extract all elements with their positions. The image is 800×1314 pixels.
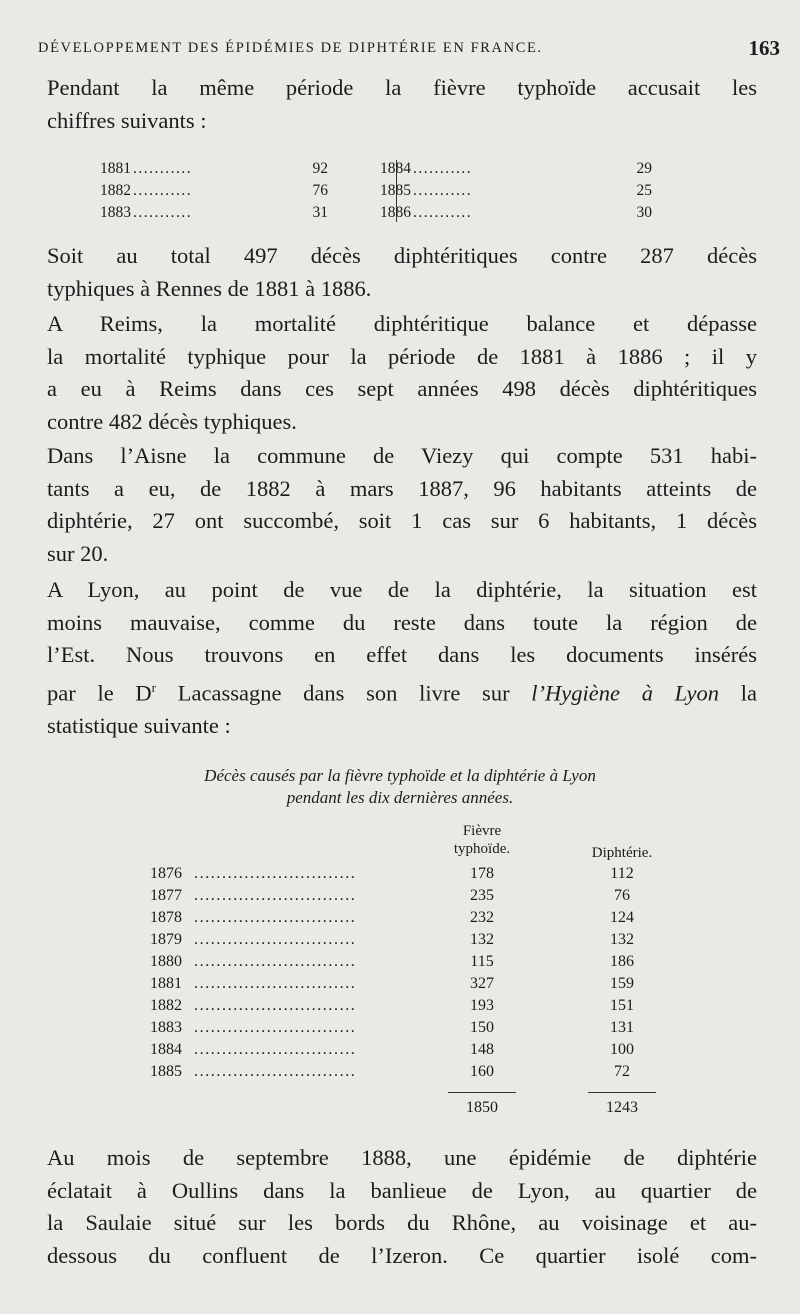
text-line: dessous du confluent de l’Izeron. Ce quartier isolé com- [47,1243,757,1269]
text-line: Pendant la même période la fièvre typhoïde accusait les [47,75,757,100]
text-line: Au mois de septembre 1888, une épidémie de diphtérie [47,1145,757,1170]
text-line: Dans l’Aisne la commune de Viezy qui compte 531 habi- [47,443,757,468]
table-row: 1886 ........... 30 [380,204,652,221]
table-row: 1884 ............................. 148 100 [150,1041,634,1058]
text-line: éclatait à Oullins dans la banlieue de Lyon, au quartier de [47,1177,757,1203]
text-line: Soit au total 497 décès diphtéritiques contre 287 décès [47,243,757,268]
table-row: 1879 ............................. 132 132 [150,931,634,948]
page-header [38,30,780,70]
paragraph-rennes-total [47,240,757,305]
text-line: moins mauvaise, comme du reste dans toute la région de [47,609,757,635]
text-line: la mortalité typhique pour la période de 1881 à 1886 ; il y [47,343,757,369]
book-title: l’Hygiène à Lyon [531,680,720,706]
table-row: 1883 ............................. 150 131 [150,1019,634,1036]
table-row: 1878 ............................. 232 124 [150,909,634,926]
text-line: diphtérie, 27 ont succombé, soit 1 cas sur 6 habitants, 1 décès [47,508,757,534]
text-line: typhiques à Rennes de 1881 à 1886. [47,275,372,301]
text-line: A Reims, la mortalité diphtéritique balance et dépasse [47,311,757,336]
table-row: 1882 ........... 76 [100,182,328,199]
text-line: la Saulaie situé sur les bords du Rhône, au voisinage et au- [47,1210,757,1236]
paragraph-lyon [47,574,757,743]
table-row: 1882 ............................. 193 151 [150,997,634,1014]
text-line: a eu à Reims dans ces sept années 498 décès diphtéritiques [47,376,757,402]
running-title: DÉVELOPPEMENT DES ÉPIDÉMIES DE DIPHTÉRIE EN FRANCE. [38,40,543,56]
typhoid-figures-table [100,158,700,224]
text-line: statistique suivante : [47,713,231,739]
column-header-diphtheria: Diphtérie. [591,845,653,861]
text-line: chiffres suivants : [47,107,207,133]
text-line: tants a eu, de 1882 à mars 1887, 96 habitants atteints de [47,475,757,501]
table-row: 1881 ........... 92 [100,160,328,177]
sum-rule-typhoid [448,1092,516,1093]
paragraph-typhoid-intro [47,72,757,137]
table-caption: Décès causés par la fièvre typhoïde et la diphtérie à Lyon [204,766,596,785]
table-row: 1885 ........... 25 [380,182,652,199]
text-line: sur 20. [47,541,109,567]
paragraph-reims [47,308,757,439]
text-line: contre 482 décès typhiques. [47,409,297,435]
table-row: 1883 ........... 31 [100,204,328,221]
table-row: 1880 ............................. 115 186 [150,953,634,970]
text-line: l’Est. Nous trouvons en effet dans les documents insérés [47,642,757,668]
table-row: 1881 ............................. 327 159 [150,975,634,992]
total-typhoid: 1850 [466,1099,498,1116]
paragraph-oullins [47,1142,757,1273]
paragraph-aisne [47,440,757,571]
table-row: 1876 ............................. 178 112 [150,865,634,882]
total-diphtheria: 1243 [606,1099,638,1116]
page-number: 163 [748,36,780,60]
text-line: par le $D^r$ Lacassagne dans son livre sur l’Hygiène à Lyon la [47,680,757,706]
table-row: 1884 ........... 29 [380,160,652,177]
typhoid-figures-right-column [380,158,650,224]
typhoid-figures-left-column [100,158,370,224]
table-caption-subtitle: pendant les dix dernières années. [286,788,514,807]
text-line: A Lyon, au point de vue de la diphtérie, la situation est [47,577,757,602]
table-row: 1877 ............................. 235 76 [150,887,630,904]
sum-rule-diphtheria [588,1092,656,1093]
column-header-typhoid: Fièvre typhoïde. [453,823,511,857]
table-row: 1885 ............................. 160 72 [150,1063,630,1080]
